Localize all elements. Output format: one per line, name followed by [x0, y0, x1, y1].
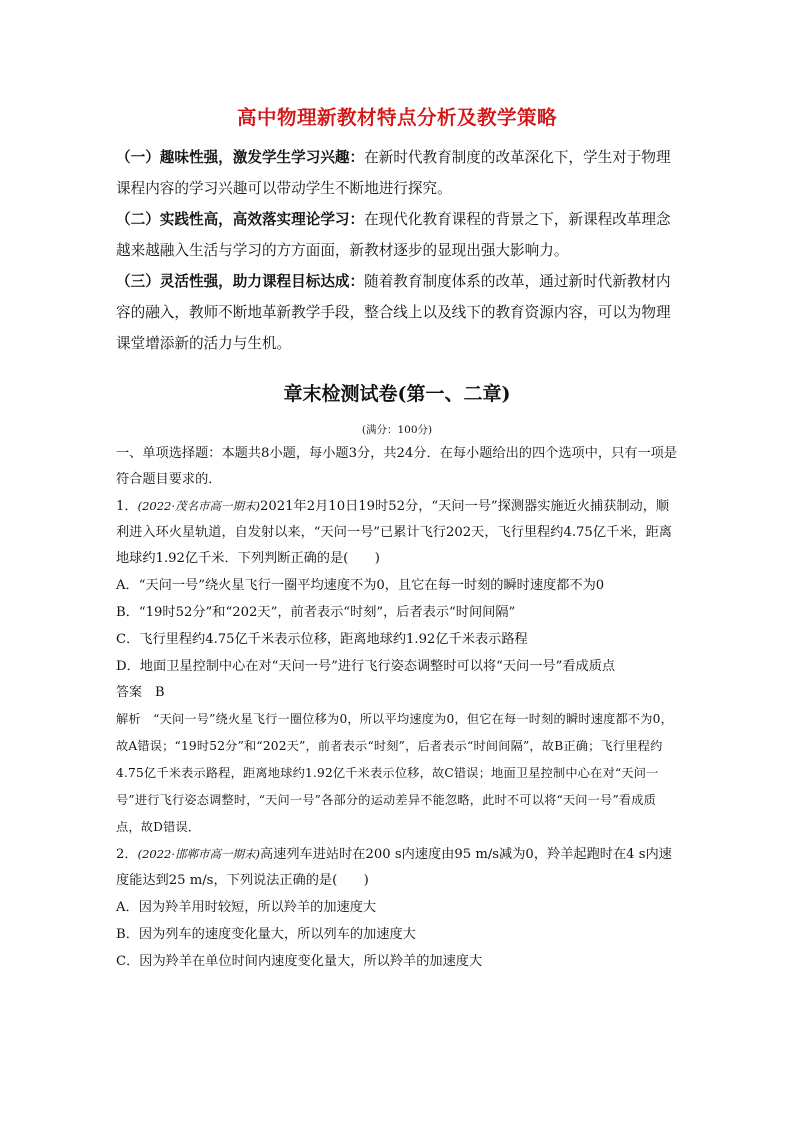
feature-3-head: （三）灵活性强，助力课程目标达成： [116, 273, 365, 290]
feature-2-head: （二）实践性高，高效落实理论学习： [116, 211, 365, 228]
intro-title: 高中物理新教材特点分析及教学策略 [236, 106, 557, 129]
section-heading: 一、单项选择题：本题共8小题，每小题3分，共24分．在每小题给出的四个选项中，只有一项是符合题目要求的． [116, 446, 678, 487]
feature-3 [116, 266, 678, 359]
question-2-stem [116, 841, 678, 894]
question-2-number: 2． [116, 847, 138, 862]
question-1-number: 1． [116, 499, 138, 514]
question-2-option-a: A．因为羚羊用时较短，所以羚羊的加速度大 [116, 900, 377, 915]
question-2-source: (2022·邯郸市高一期末) [137, 847, 260, 861]
feature-1 [116, 142, 678, 204]
question-1-source: (2022·茂名市高一期末) [137, 499, 260, 513]
question-2-option-c: C．因为羚羊在单位时间内速度变化量大，所以羚羊的加速度大 [116, 954, 483, 969]
question-1-text: 2021年2月10日19时52分，“天问一号”探测器实施近火捕获制动，顺利进入环火星轨道，自发射以来，“天问一号”已累计飞行202天，飞行里程约4.75亿千米，距离地球约1.92亿千米．下列判断正确的是( ) [116, 499, 672, 566]
exam-title: 章末检测试卷(第一、二章) [283, 383, 511, 405]
question-1-option-c: C．飞行里程约4.75亿千米表示位移，距离地球约1.92亿千米表示路程 [116, 632, 528, 647]
question-1-option-b: B．“19时52分”和“202天”，前者表示“时刻”，后者表示“时间间隔” [116, 605, 516, 620]
exam-score: (满分：100分) [361, 424, 433, 436]
question-1-stem [116, 493, 678, 572]
question-1-answer: 答案 B [116, 685, 165, 700]
feature-2-text: 在现代化教育课程的背景之下，新课程改革理念越来越融入生活与学习的方方面面，新教材逐步的显现出强大影响力。 [116, 211, 671, 259]
feature-1-text: 在新时代教育制度的改革深化下，学生对于物理课程内容的学习兴趣可以带动学生不断地进行探究。 [116, 149, 671, 197]
feature-1-head: （一）趣味性强，激发学生学习兴趣： [116, 149, 365, 166]
feature-3-text: 随着教育制度体系的改革，通过新时代新教材内容的融入，教师不断地革新教学手段，整合线上以及线下的教育资源内容，可以为物理课堂增添新的活力与生机。 [116, 273, 671, 352]
feature-2 [116, 204, 678, 266]
question-2-option-b: B．因为列车的速度变化量大，所以列车的加速度大 [116, 927, 416, 942]
question-1-option-a: A．“天问一号”绕火星飞行一圈平均速度不为0，且它在每一时刻的瞬时速度都不为0 [116, 578, 605, 593]
question-1-option-d: D．地面卫星控制中心在对“天问一号”进行飞行姿态调整时可以将“天问一号”看成质点 [116, 659, 616, 674]
question-1-analysis: 解析 “天问一号”绕火星飞行一圈位移为0，所以平均速度为0，但它在每一时刻的瞬时速度都不为0，故A错误；“19时52分”和“202天”，前者表示“时刻”，后者表示“时间间隔”，故B正确；飞行里程约4.75亿千米表示路程，距离地球约1.92亿千米表示位移，故C错误；地面卫星控制中心在对“天问一号”进行飞行姿态调整时，“天问一号”各部分的运动差异不能忽略，此时不可以将“天问一号”看成质点，故D错误． [116, 712, 673, 834]
question-2-text: 高速列车进站时在200 s内速度由95 m/s减为0，羚羊起跑时在4 s内速度能达到25 m/s，下列说法正确的是( ) [116, 847, 672, 888]
page-content [116, 104, 678, 975]
